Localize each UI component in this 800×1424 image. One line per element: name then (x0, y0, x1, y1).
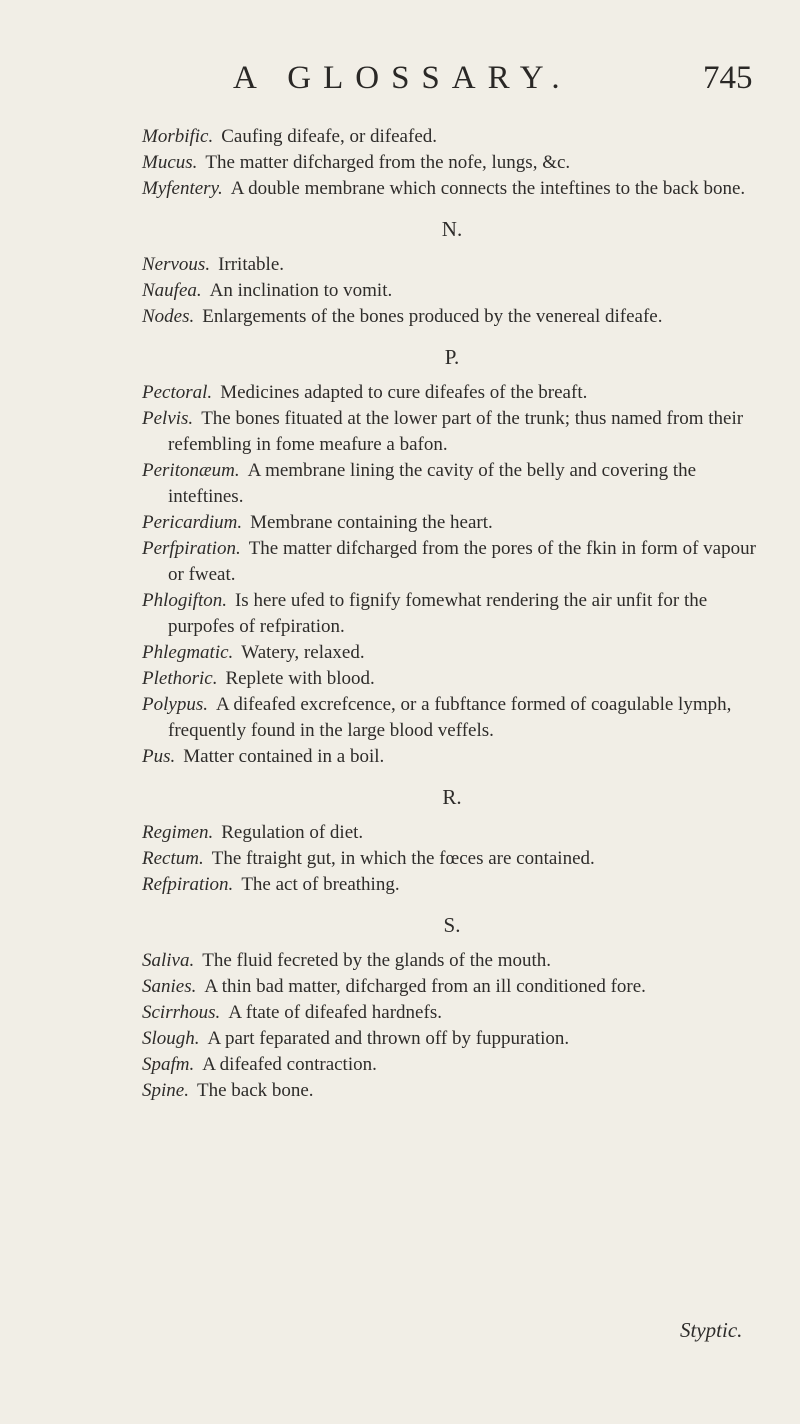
glossary-term: Regimen. (142, 822, 214, 843)
glossary-entry (142, 846, 762, 872)
glossary-term: Spine. (142, 1080, 189, 1101)
glossary-entry (142, 872, 762, 898)
running-title: A GLOSSARY. (233, 60, 572, 96)
glossary-entry (142, 380, 762, 406)
glossary-body (142, 124, 762, 1104)
glossary-entry (142, 974, 762, 1000)
glossary-term: Perfpiration. (142, 538, 241, 559)
glossary-term: Saliva. (142, 950, 195, 971)
glossary-entry (142, 252, 762, 278)
glossary-term: Sanies. (142, 976, 197, 997)
glossary-definition: A ftate of difeafed hardnefs. (228, 1002, 442, 1023)
glossary-definition: The bones fituated at the lower part of the trunk; thus named from their refembling in fome meafure a bafon. (168, 408, 744, 455)
glossary-entry (142, 176, 762, 202)
glossary-definition: The ftraight gut, in which the fœces are contained. (211, 848, 595, 869)
glossary-entry (142, 150, 762, 176)
glossary-term: Slough. (142, 1028, 200, 1049)
glossary-definition: The matter difcharged from the nofe, lungs, &c. (205, 152, 571, 173)
glossary-entry (142, 458, 762, 510)
glossary-definition: An inclination to vomit. (209, 280, 393, 301)
glossary-definition: Caufing difeafe, or difeafed. (221, 126, 438, 147)
glossary-term: Phlegmatic. (142, 642, 234, 663)
glossary-entry (142, 640, 762, 666)
section-letter: R. (442, 785, 462, 809)
glossary-definition: The act of breathing. (241, 874, 400, 895)
glossary-term: Spafm. (142, 1054, 195, 1075)
glossary-definition: Replete with blood. (225, 668, 375, 689)
glossary-term: Nervous. (142, 254, 211, 275)
glossary-term: Nodes. (142, 306, 195, 327)
glossary-term: Refpiration. (142, 874, 234, 895)
glossary-term: Pelvis. (142, 408, 194, 429)
glossary-entry (142, 278, 762, 304)
glossary-term: Polypus. (142, 694, 208, 715)
glossary-entry (142, 588, 762, 640)
glossary-entry (142, 124, 762, 150)
page-number: 745 (703, 60, 753, 96)
running-head (0, 60, 800, 110)
glossary-definition: Medicines adapted to cure difeafes of the breaft. (220, 382, 588, 403)
glossary-definition: A difeafed contraction. (202, 1054, 377, 1075)
glossary-definition: Enlargements of the bones produced by the venereal difeafe. (202, 306, 663, 327)
glossary-entry (142, 406, 762, 458)
glossary-term: Plethoric. (142, 668, 218, 689)
glossary-definition: A difeafed excrefcence, or a fubftance formed of coagulable lymph, frequently found in the large blood veffels. (168, 694, 732, 741)
glossary-definition: A double membrane which connects the inteftines to the back bone. (230, 178, 746, 199)
glossary-term: Morbific. (142, 126, 214, 147)
glossary-entry (142, 948, 762, 974)
catchword: Styptic. (680, 1318, 743, 1342)
glossary-entry (142, 820, 762, 846)
glossary-entry (142, 536, 762, 588)
glossary-entry (142, 1052, 762, 1078)
glossary-term: Myfentery. (142, 178, 223, 199)
glossary-entry (142, 510, 762, 536)
glossary-term: Peritonæum. (142, 460, 240, 481)
glossary-entry (142, 304, 762, 330)
glossary-term: Mucus. (142, 152, 198, 173)
glossary-entry (142, 692, 762, 744)
glossary-definition: Irritable. (218, 254, 285, 275)
section-letter: S. (443, 913, 461, 937)
glossary-definition: A part feparated and thrown off by fuppuration. (207, 1028, 570, 1049)
glossary-definition: The back bone. (196, 1080, 314, 1101)
section-letter: P. (444, 345, 460, 369)
glossary-entry (142, 1000, 762, 1026)
glossary-entry (142, 666, 762, 692)
glossary-definition: A membrane lining the cavity of the belly and covering the inteftines. (168, 460, 697, 507)
section-letter: N. (441, 217, 463, 241)
glossary-definition: The matter difcharged from the pores of the fkin in form of vapour or fweat. (168, 538, 756, 585)
glossary-term: Pectoral. (142, 382, 213, 403)
glossary-entry (142, 1078, 762, 1104)
glossary-term: Pus. (142, 746, 176, 767)
glossary-definition: Membrane containing the heart. (250, 512, 493, 533)
glossary-term: Naufea. (142, 280, 202, 301)
glossary-term: Phlogifton. (142, 590, 227, 611)
glossary-term: Rectum. (142, 848, 204, 869)
glossary-definition: Regulation of diet. (221, 822, 364, 843)
glossary-definition: Matter contained in a boil. (183, 746, 385, 767)
glossary-definition: A thin bad matter, difcharged from an ill conditioned fore. (204, 976, 646, 997)
glossary-definition: Is here ufed to fignify fomewhat rendering the air unfit for the purpofes of refpiration. (168, 590, 708, 637)
glossary-entry (142, 744, 762, 770)
glossary-term: Pericardium. (142, 512, 243, 533)
glossary-entry (142, 1026, 762, 1052)
glossary-definition: Watery, relaxed. (241, 642, 365, 663)
glossary-term: Scirrhous. (142, 1002, 221, 1023)
glossary-definition: The fluid fecreted by the glands of the mouth. (202, 950, 552, 971)
